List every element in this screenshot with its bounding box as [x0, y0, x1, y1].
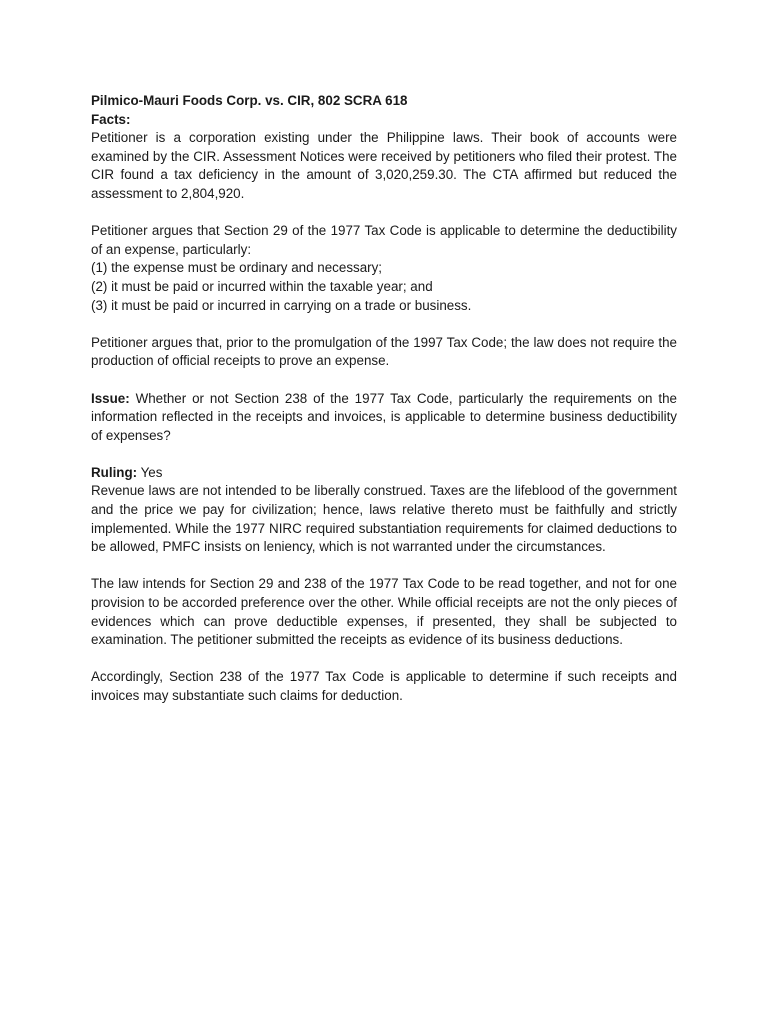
spacer — [91, 650, 677, 669]
issue-label: Issue: — [91, 390, 130, 406]
document-page — [91, 92, 677, 706]
issue-text: Whether or not Section 238 of the 1977 Tax Code, particularly the requirements on the information reflected in the receipts and invoices, is applicable to determine business deductibility of expenses? — [91, 390, 677, 443]
spacer — [91, 315, 677, 334]
list-item: (3) it must be paid or incurred in carrying on a trade or business. — [91, 297, 472, 313]
case-title: Pilmico-Mauri Foods Corp. vs. CIR, 802 SCRA 618 — [91, 93, 408, 108]
facts-paragraph-1: Petitioner is a corporation existing under the Philippine laws. Their book of accounts were examined by the CIR. Assessment Notices were received by petitioners who filed their protest. The CIR found a tax deficiency in the amount of 3,020,259.30. The CTA affirmed but reduced the assessment to 2,804,920. — [91, 130, 677, 201]
facts-paragraph-3: Petitioner argues that, prior to the promulgation of the 1997 Tax Code; the law does not require the production of official receipts to prove an expense. — [91, 334, 677, 369]
ruling-paragraph-3: Accordingly, Section 238 of the 1977 Tax Code is applicable to determine if such receipts and invoices may substantiate such claims for deduction. — [91, 669, 677, 703]
ruling-answer: Yes — [137, 464, 163, 480]
ruling-paragraph-2: The law intends for Section 29 and 238 of the 1977 Tax Code to be read together, and not for one provision to be accorded preference over the other. While official receipts are not the only pieces of evidences which can prove deductible expenses, if presented, they shall be subjected to examination. The petitioner submitted the receipts as evidence of its business deductions. — [91, 576, 677, 648]
issue-paragraph — [91, 390, 677, 446]
list-item: (2) it must be paid or incurred within the taxable year; and — [91, 278, 433, 294]
list-item: (1) the expense must be ordinary and necessary; — [91, 260, 383, 276]
ruling-heading-line — [91, 464, 677, 483]
spacer — [91, 371, 677, 390]
spacer — [91, 204, 677, 223]
ruling-paragraph-1: Revenue laws are not intended to be liberally construed. Taxes are the lifeblood of the government and the price we pay for civilization; hence, laws relative thereto must be faithfully and strictly implemented. While the 1977 NIRC required substantiation requirements for claimed deductions to be allowed, PMFC insists on leniency, which is not warranted under the circumstances. — [91, 483, 677, 555]
facts-paragraph-2: Petitioner argues that Section 29 of the 1977 Tax Code is applicable to determine the deductibility of an expense, particularly: — [91, 223, 677, 257]
spacer — [91, 445, 677, 464]
spacer — [91, 557, 677, 576]
facts-heading: Facts: — [91, 111, 131, 127]
ruling-label: Ruling: — [91, 464, 138, 480]
